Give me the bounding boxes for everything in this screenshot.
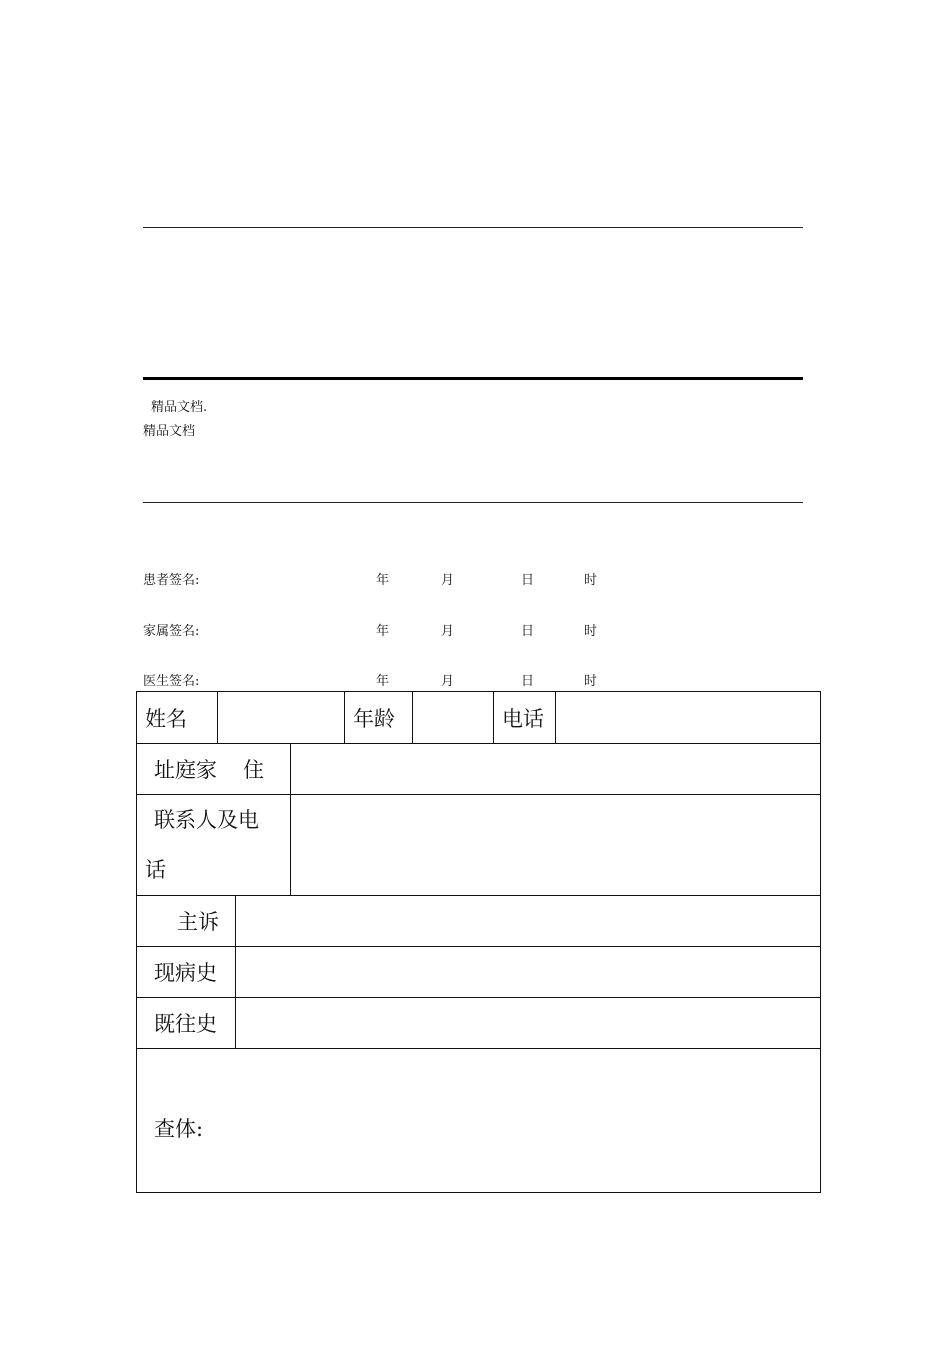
contact-row <box>137 795 821 896</box>
hour-label: 时 <box>584 674 598 689</box>
exam-field[interactable] <box>137 1049 821 1193</box>
address-row <box>137 744 821 795</box>
present-illness-label: 现病史 <box>137 947 236 998</box>
year-label: 年 <box>376 573 390 588</box>
year-label: 年 <box>376 674 390 689</box>
month-label: 月 <box>441 573 455 588</box>
phone-label: 电话 <box>494 692 556 744</box>
exam-row <box>137 1049 821 1193</box>
year-label: 年 <box>376 624 390 639</box>
month-label: 月 <box>441 624 455 639</box>
complaint-row <box>137 896 821 947</box>
address-label-part2: 住 <box>243 758 264 782</box>
basic-info-row <box>137 692 821 744</box>
thick-divider <box>143 377 803 380</box>
past-history-field[interactable] <box>236 998 821 1049</box>
family-signature-label: 家属签名: <box>143 624 200 639</box>
day-label: 日 <box>521 573 535 588</box>
hour-label: 时 <box>584 624 598 639</box>
address-label <box>137 744 291 795</box>
present-illness-field[interactable] <box>236 947 821 998</box>
contact-label <box>137 795 291 896</box>
present-illness-row <box>137 947 821 998</box>
doc-note-1: 精品文档. <box>151 400 208 415</box>
name-field[interactable] <box>218 692 345 744</box>
day-label: 日 <box>521 624 535 639</box>
name-label: 姓名 <box>137 692 218 744</box>
family-signature-row <box>143 620 803 640</box>
address-field[interactable] <box>291 744 821 795</box>
doctor-signature-row <box>143 670 803 690</box>
complaint-field[interactable] <box>236 896 821 947</box>
age-field[interactable] <box>413 692 494 744</box>
address-label-part1: 址庭家 <box>154 758 217 782</box>
contact-field[interactable] <box>291 795 821 896</box>
contact-label-line1: 联系人及电 <box>154 808 259 832</box>
contact-label-line2: 话 <box>145 858 166 882</box>
past-history-label: 既往史 <box>137 998 236 1049</box>
patient-signature-label: 患者签名: <box>143 573 200 588</box>
month-label: 月 <box>441 674 455 689</box>
age-label: 年龄 <box>345 692 413 744</box>
doctor-signature-label: 医生签名: <box>143 674 200 689</box>
patient-info-table <box>136 691 821 1193</box>
exam-label: 查体: <box>154 1116 204 1141</box>
hour-label: 时 <box>584 573 598 588</box>
day-label: 日 <box>521 674 535 689</box>
past-history-row <box>137 998 821 1049</box>
patient-signature-row <box>143 569 803 589</box>
top-divider <box>143 227 803 228</box>
phone-field[interactable] <box>556 692 821 744</box>
complaint-label: 主诉 <box>137 896 236 947</box>
bottom-divider <box>143 502 803 503</box>
doc-note-2: 精品文档 <box>143 424 196 439</box>
